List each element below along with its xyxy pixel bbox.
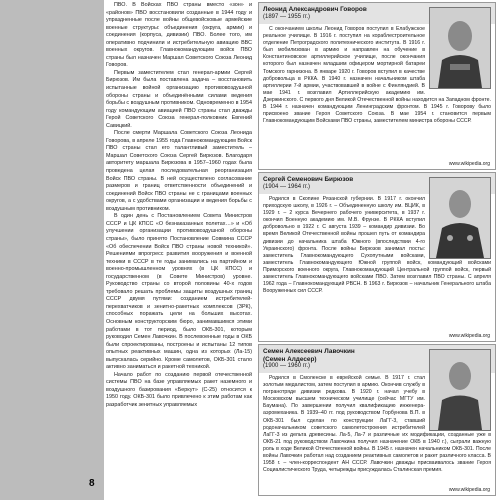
portrait-photo (429, 349, 491, 431)
card-person-alt-name: (Семен Алдесер) (263, 355, 317, 363)
card-paragraph: С окончанием школы Леонид Говоров поступил в Елабужское реальное училище. В 1916 г. поступил на кораблестроительное отделение Петроградского политехнического института. В 1916 г. был мобилизован в армию и направлен на обучение в Константиновское артиллерийское училище, после окончания которого был назначен младшим офицером мортирной батареи Томского гарнизона. В январе 1920 г. Говоров вступил в качестве добровольца в РККА. В 1940 г. назначен начальником штаба артиллерии 7-й армии, участвовавшей в войне с Финляндией. В мае 1941 г. возглавил Артиллерийскую академию им. Дзержинского. С первого дня Великой Отечественной войны находится на Западном фронте. В 1944 г. назначен командующим Ленинградским фронтом. В 1945 г. Говорову было присвоено звание Героя Советского Союза. В мае 1954 г. становится первым Главнокомандующим Войсками ПВО страны, заместителем министра обороны СССР. (263, 26, 491, 125)
card-paragraph: Родился в Смоленске в еврейской семье. В 1917 г. стал золотым медалистом, затем поступил в армию. Окончив службу в погранотряде дивизии редкова. В 1920 г. начал учебу в Московском высшем техническом училище (сейчас МГТУ им. Баумана). По завершении получил квалификацию инженера-аэромеханика. В 1939–40 гг. под руководством Горбунова В.П. в ОКБ-301 был сделан по конструкции ЛаГГ-3, ставший родоначальником советского самолетостроения истребителей ЛаГГ-3 из дельта древесины. Ла-5, Ла-7 и различные их модификации, созданные уже в ОКБ-21 под руководством Лавочкина получил назначение ОКБ в 1940 г.), сыграли важную роль в ходе Великой Отечественной войны. В 1945 г. назначен начальником ОКБ-301. После войны Лавочкин работал над созданием реактивных самолетов и ракет различного класса. В 1958 г. – член-корреспондент АН СССР. Лавочкин дважды присваивалось звание Героя Социалистического Труда, четырежды присуждалась Сталинская премия. (263, 375, 491, 474)
card-source-link[interactable]: www.wikipedia.org (448, 333, 490, 339)
card-person-name: Семен Алексеевич Лавочкин (263, 348, 355, 355)
main-paragraph: ПВО. В Войсках ПВО страны вместо «зон» и «районов» ПВО восстановили созданные в 1944 году и упраздненные после войны общевойсковые армейские военные структуры: объединения (округа, армии) и соединения (корпуса, дивизии) ПВО. Более того, им оперативно подчинили и истребительную авиацию ВВС военных округов. Главнокомандующим войск ПВО страны был назначен Маршал Советского Союза Леонид Говоров. (106, 2, 252, 69)
card-person-name: Леонид Александрович Говоров (263, 6, 367, 13)
card-person-years: (1900 — 1960 гг.) (263, 363, 311, 369)
main-paragraph: После смерти Маршала Советского Союза Леонида Говорова, в апреле 1955 года Главнокомандующим Войск ПВО страны стал его талантливый заместитель – Маршал Советского Союза Сергей Бирюзов. Благодаря авторитету маршала Бирюзова в 1957–1960 годах была проведена целая последовательная реорганизация Войск ПВО страны. В ней осуществлено согласование размеров и границ ответственности объединений и соединений Войск ПВО страны не с границами военных округов, а с удобствами организации и ведения борьбы с воздушным противником. (106, 130, 252, 212)
biography-card-lavochkin (258, 344, 496, 496)
card-source-link[interactable]: www.wikipedia.org (448, 487, 490, 493)
portrait-photo (429, 7, 491, 89)
biography-card-govorov (258, 2, 496, 170)
biography-card-biryuzov (258, 172, 496, 342)
page-margin-strip (0, 0, 104, 500)
main-text-column (106, 2, 252, 410)
card-source-link[interactable]: www.wikipedia.org (448, 161, 490, 167)
main-paragraph: В один день с Постановлением Совета Министров СССР и ЦК КПСС «О безнаказанных полетах…» и «Об улучшении организации противовоздушной обороны страны», было принято Постановление Совмина СССР «Об обеспечении Войск ПВО страны новой техникой». Решениями впрогресс развития вооружения и военной техники в СССР в те годы занимались на партийном и военно-промышленном уровнях (в ЦК КПСС) и государственном (в Совете Министров) уровне. Руководство страны со второй половины 40-х годов требовало решать проблемы защиты воздушных границ СССР двумя путями: созданием истребителей-перехватчиков и зенитно-ракетных комплексов (ЗРК), способных поражать цели на больших высотах. Основным конструкторским бюро, занимавшимся этими работами в тот период, было ОКБ-301, которым руководил Семен Лавочкин. В послевоенные годы в ОКБ были спроектированы, построены и испытаны 12 типов опытных реактивных машин, одна из которых (Ла-15) выпускалась серийно. Кроме самолетов, ОКБ-301 стало активно заниматься и ракетной техникой. (106, 213, 252, 371)
card-person-name: Сергей Семенович Бирюзов (263, 176, 354, 183)
page-number: 8 (89, 478, 95, 489)
card-person-years: (1897 — 1955 гг.) (263, 13, 311, 20)
card-paragraph: Родился в Скопине Рязанской губернии. В 1917 г. окончил приходскую школу, в 1926 г. – Объединенную школу им. ВЦИК, в 1929 г. – 2 курса Вечернего рабочего университета, в 1937 г. окончил Военную академию им. М.В. Фрунзе. В РККА вступил добровольно в 1922 г. С августа 1939 – командир дивизии. Во время Великой Отечественной войны прошел путь от командира дивизии до начальника штаба Южного (впоследствии 4-го Украинского) фронта. После войны Бирюзов занимал посты: заместитель Главнокомандующего Сухопутными войсками, заместитель Главнокомандующего Южной группой войск, командующий войсками Приморского военного округа, Главнокомандующий Центральной группой войск, первый заместитель Главнокомандующего войсками ПВО. Затем возглавил ПВО страны. С апреля 1962 года – Главнокомандующий РВСН. В 1963 г. Бирюзов – начальник Генерального штаба Вооруженных сил СССР. (263, 196, 491, 295)
main-paragraph: Начало работ по созданию первой отечественной системы ПВО на базе управляемых ракет наземного и воздушного базирования «Беркут» (С-25) относится к 1950 году. ОКБ-301 было привлечено к этим работам как разработчик зенитных управляемых (106, 371, 252, 408)
portrait-photo (429, 177, 491, 259)
main-paragraph: Первым заместителем стал генерал-армии Сергей Бирюзов. Им была поставлена задача – восстановить испытанные войной организацию противовоздушной обороны страны и объединёнными силами ведения борьбы с воздушным противником. Одновременно в 1954 году командующим авиацией ПВО страны стал дважды Герой Советского Союза генерал-полковник Евгений Савицкий. (106, 69, 252, 129)
card-person-years: (1904 — 1964 гг.) (263, 183, 311, 190)
